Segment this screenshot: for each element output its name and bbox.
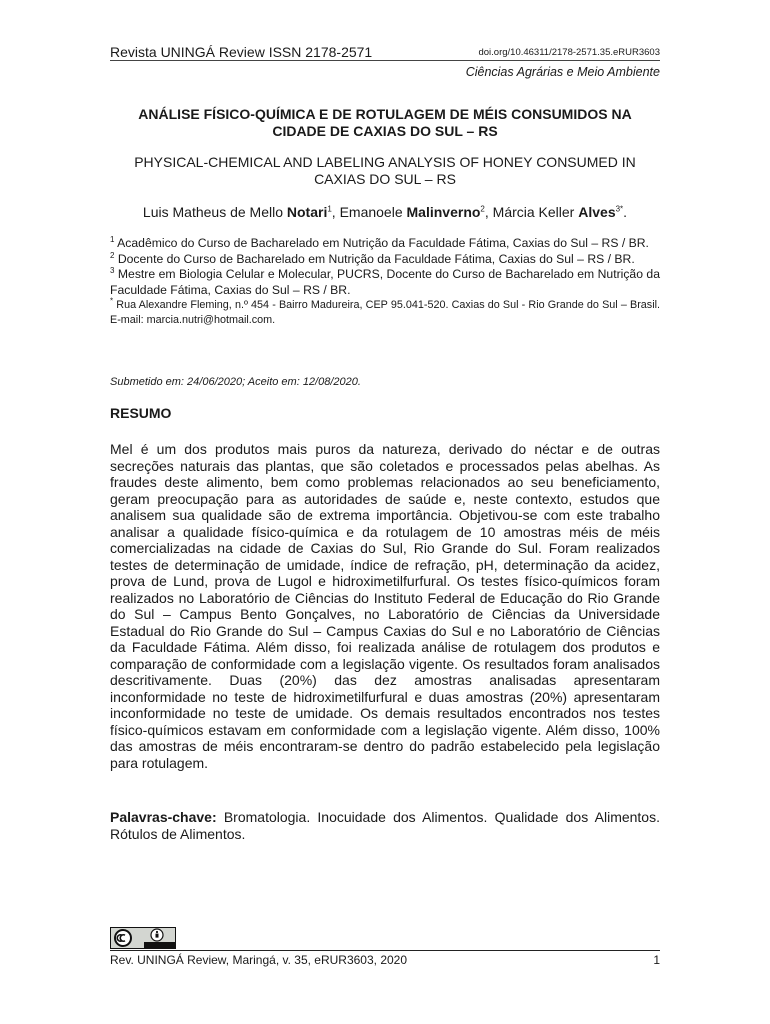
footer-rule	[110, 950, 660, 951]
cc-license-graphic	[111, 928, 175, 948]
affiliation-item: $^1$ Acadêmico do Curso de Bacharelado em Nutrição da Faculdade Fátima, Caxias do Sul – RS / BR.	[110, 234, 649, 250]
author-affiliation-mark: 2	[480, 204, 485, 214]
author-affiliation-mark: 1	[327, 204, 332, 214]
author-list	[110, 204, 660, 220]
page-number: 1	[653, 953, 660, 967]
keywords-text: Bromatologia. Inocuidade dos Alimentos. Qualidade dos Alimentos. Rótulos de Alimentos.	[110, 809, 660, 842]
abstract-heading: RESUMO	[110, 405, 172, 421]
submission-dates: Submetido em: 24/06/2020; Aceito em: 12/08/2020.	[110, 376, 361, 388]
creative-commons-by-icon[interactable]	[110, 927, 176, 949]
abstract-body: Mel é um dos produtos mais puros da natureza, derivado do néctar e de outras secreções naturais das plantas, que são coletados e processados pelas abelhas. As fraudes deste alimento, bem como problemas relacionados ao seu beneficiamento, geram preocupação para as autoridades de saúde e, neste contexto, estudos que analisem sua qualidade são de extrema importância. Objetivou-se com este trabalho analisar a qualidade físico-química e da rotulagem de 10 amostras méis de méis comercializadas na cidade de Caxias do Sul, Rio Grande do Sul. Foram realizados testes de determinação de umidade, índice de refração, pH, determinação da acidez, prova de Lund, prova de Lugol e hidroximetilfurfural. Os testes físico-químicos foram realizados no Laboratório de Ciências do Instituto Federal de Educação do Rio Grande do Sul – Campus Bento Gonçalves, no Laboratório de Ciências da Universidade Estadual do Rio Grande do Sul – Campus Caxias do Sul e no Laboratório de Ciências da Faculdade Fátima. Além disso, foi realizada análise de rotulagem dos produtos e comparação de conformidade com a legislação vigente. Os resultados foram analisados descritivamente. Duas (20%) das dez amostras analisadas apresentaram inconformidade no teste de hidroximetilfurfural e duas amostras (20%) apresentaram inconformidade no teste de umidade. Os demais resultados encontrados nos testes físico-químicos estavam em conformidade com a legislação vigente. Além disso, 100% das amostras de méis encontraram-se dentro do padrão estabelecido pela legislação para rotulagem.	[110, 441, 660, 771]
keywords	[110, 809, 660, 843]
author: Luis Matheus de Mello Notari$^1$,	[142, 204, 340, 220]
affiliation-item: $^3$ Mestre em Biologia Celular e Molecular, PUCRS, Docente do Curso de Bacharelado em Nutrição da Faculdade Fátima, Caxias do Sul – RS / BR.	[110, 265, 660, 297]
affiliations	[110, 236, 660, 328]
doi-link[interactable]: doi.org/10.46311/2178-2571.35.eRUR3603	[478, 47, 660, 58]
subject-area: Ciências Agrárias e Meio Ambiente	[465, 65, 660, 79]
journal-name: Revista UNINGÁ Review ISSN 2178-2571	[110, 44, 373, 60]
keywords-label: Palavras-chave:	[110, 809, 217, 825]
title-portuguese: ANÁLISE FÍSICO-QUÍMICA E DE ROTULAGEM DE MÉIS CONSUMIDOS NA CIDADE DE CAXIAS DO SUL – RS	[138, 106, 632, 139]
author-affiliation-mark: 3*	[615, 204, 624, 214]
author: Márcia Keller Alves$^{3*}$.	[492, 204, 628, 220]
title-english: PHYSICAL-CHEMICAL AND LABELING ANALYSIS OF HONEY CONSUMED IN CAXIAS DO SUL – RS	[134, 154, 636, 187]
author-surname: Notari	[286, 204, 328, 220]
author-surname: Alves	[578, 204, 616, 220]
corresponding-address: * Rua Alexandre Fleming, n.º 454 - Bairro Madureira, CEP 95.041-520. Caxias do Sul - Rio Grande do Sul – Brasil. E-mail: marcia.nutri@hotmail.com.	[110, 296, 660, 326]
footer-citation: Rev. UNINGÁ Review, Maringá, v. 35, eRUR3603, 2020	[110, 953, 408, 967]
affiliation-item: $^2$ Docente do Curso de Bacharelado em Nutrição da Faculdade Fátima, Caxias do Sul – RS / BR.	[110, 250, 635, 266]
author-surname: Malinverno	[406, 204, 481, 220]
page-header	[110, 44, 660, 60]
header-rule	[110, 60, 660, 61]
author: Emanoele Malinverno$^2$,	[339, 204, 493, 220]
